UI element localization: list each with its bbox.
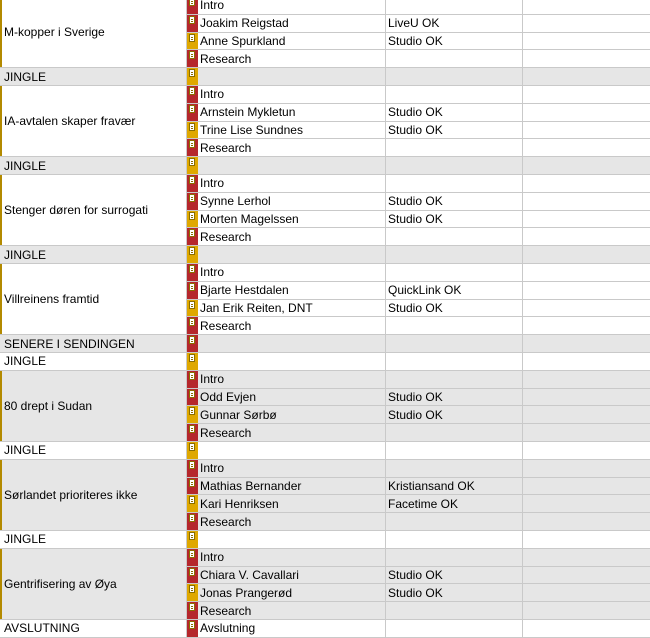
item-name[interactable]: Mathias Bernander <box>200 478 302 493</box>
document-icon[interactable] <box>189 247 195 255</box>
row-status-cell <box>186 300 198 317</box>
story-title-text: Villreinens framtid <box>4 292 100 307</box>
row-status-cell <box>186 157 198 174</box>
item-extra <box>523 15 650 32</box>
item-status <box>386 353 522 370</box>
document-icon[interactable] <box>189 496 195 504</box>
story-title[interactable] <box>0 0 186 68</box>
item-status: Studio OK <box>388 33 443 48</box>
status-strip <box>186 460 198 477</box>
row-status-cell <box>186 406 198 423</box>
story-marker <box>0 86 2 156</box>
item-status <box>386 531 522 548</box>
story-title[interactable] <box>0 86 186 157</box>
story-title-text: M-kopper i Sverige <box>4 25 105 40</box>
status-strip <box>186 33 198 50</box>
row-status-cell <box>186 50 198 67</box>
status-strip <box>186 531 198 548</box>
status-strip <box>186 335 198 352</box>
item-status: Kristiansand OK <box>388 478 475 493</box>
row-status-cell <box>186 549 198 566</box>
item-name[interactable]: Intro <box>200 265 225 280</box>
document-icon[interactable] <box>189 318 195 326</box>
status-strip <box>186 0 198 14</box>
status-strip <box>186 157 198 174</box>
row-status-cell <box>186 371 198 388</box>
item-extra <box>523 68 650 85</box>
status-strip <box>186 353 198 370</box>
document-icon[interactable] <box>189 265 195 273</box>
column-divider <box>522 0 523 638</box>
story-title[interactable] <box>0 460 186 531</box>
column-divider <box>186 0 187 638</box>
status-strip <box>186 371 198 388</box>
item-name[interactable]: Intro <box>200 372 225 387</box>
story-marker <box>0 0 2 67</box>
status-strip <box>186 193 198 210</box>
item-name[interactable]: Anne Spurkland <box>200 33 286 48</box>
story-title[interactable]: JINGLE <box>4 69 47 84</box>
item-status: Studio OK <box>388 567 443 582</box>
story-marker <box>0 371 2 441</box>
item-extra <box>523 0 650 14</box>
row-status-cell <box>186 317 198 334</box>
item-status: Studio OK <box>388 105 443 120</box>
item-status <box>386 549 522 566</box>
item-name[interactable]: Jonas Prangerød <box>200 585 293 600</box>
item-status <box>386 620 522 637</box>
document-icon[interactable] <box>189 51 195 59</box>
document-icon[interactable] <box>189 603 195 611</box>
document-icon[interactable] <box>189 158 195 166</box>
row-status-cell <box>186 33 198 50</box>
item-name[interactable]: Morten Magelssen <box>200 211 299 226</box>
item-name[interactable] <box>198 335 385 352</box>
document-icon[interactable] <box>189 229 195 237</box>
item-name[interactable]: Odd Evjen <box>200 389 257 404</box>
item-extra <box>523 211 650 228</box>
status-strip <box>186 495 198 512</box>
item-extra <box>523 86 650 103</box>
item-status <box>386 50 522 67</box>
row-status-cell <box>186 86 198 103</box>
item-name[interactable] <box>198 442 385 459</box>
item-extra <box>523 157 650 174</box>
story-title[interactable]: JINGLE <box>4 532 47 547</box>
row-status-cell <box>186 335 198 352</box>
item-status <box>386 335 522 352</box>
story-title[interactable]: JINGLE <box>4 158 47 173</box>
document-icon[interactable] <box>189 301 195 309</box>
item-name[interactable]: Joakim Reigstad <box>200 16 289 31</box>
status-strip <box>186 86 198 103</box>
item-extra <box>523 139 650 156</box>
item-name[interactable]: Intro <box>200 0 225 13</box>
item-name[interactable]: Arnstein Mykletun <box>200 105 296 120</box>
rundown-row[interactable] <box>0 68 650 86</box>
status-strip <box>186 478 198 495</box>
item-name[interactable]: Research <box>200 514 252 529</box>
item-status: Studio OK <box>388 211 443 226</box>
rundown-row[interactable] <box>0 157 650 175</box>
row-status-cell <box>186 424 198 441</box>
item-extra <box>523 317 650 334</box>
item-extra <box>523 246 650 263</box>
document-icon[interactable] <box>189 105 195 113</box>
item-name[interactable]: Jan Erik Reiten, DNT <box>200 300 313 315</box>
item-extra <box>523 406 650 423</box>
item-status: LiveU OK <box>388 16 440 31</box>
row-status-cell <box>186 353 198 370</box>
item-extra <box>523 50 650 67</box>
rundown-row[interactable] <box>0 442 650 460</box>
item-name[interactable]: Gunnar Sørbø <box>200 407 277 422</box>
document-icon[interactable] <box>189 34 195 42</box>
status-strip <box>186 50 198 67</box>
item-extra <box>523 122 650 139</box>
item-status <box>386 68 522 85</box>
item-status <box>386 228 522 245</box>
rundown-row[interactable] <box>0 246 650 264</box>
item-extra <box>523 602 650 619</box>
status-strip <box>186 104 198 121</box>
item-name[interactable]: Synne Lerhol <box>200 194 271 209</box>
story-title-text: IA-avtalen skaper fravær <box>4 114 136 129</box>
item-status: Studio OK <box>388 585 443 600</box>
status-strip <box>186 424 198 441</box>
item-status <box>386 442 522 459</box>
row-status-cell <box>186 478 198 495</box>
document-icon[interactable] <box>189 123 195 131</box>
item-status <box>386 371 522 388</box>
item-extra <box>523 353 650 370</box>
row-status-cell <box>186 460 198 477</box>
status-strip <box>186 513 198 530</box>
story-marker <box>0 460 2 530</box>
item-status <box>386 317 522 334</box>
item-extra <box>523 495 650 512</box>
story-title[interactable]: AVSLUTNING <box>4 621 80 636</box>
row-status-cell <box>186 567 198 584</box>
status-strip <box>186 175 198 192</box>
document-icon[interactable] <box>189 0 195 6</box>
item-extra <box>523 513 650 530</box>
item-name[interactable]: Bjarte Hestdalen <box>200 283 289 298</box>
item-status: QuickLink OK <box>388 283 462 298</box>
item-name[interactable] <box>198 531 385 548</box>
item-status <box>386 86 522 103</box>
rundown-row[interactable] <box>0 531 650 549</box>
item-extra <box>523 193 650 210</box>
item-extra <box>523 175 650 192</box>
row-status-cell <box>186 282 198 299</box>
document-icon[interactable] <box>189 69 195 77</box>
item-name[interactable]: Intro <box>200 176 225 191</box>
document-icon[interactable] <box>189 532 195 540</box>
document-icon[interactable] <box>189 212 195 220</box>
story-marker <box>0 549 2 619</box>
item-extra <box>523 371 650 388</box>
document-icon[interactable] <box>189 140 195 148</box>
document-icon[interactable] <box>189 87 195 95</box>
row-status-cell <box>186 193 198 210</box>
status-strip <box>186 406 198 423</box>
story-title-text: Gentrifisering av Øya <box>4 576 117 591</box>
row-status-cell <box>186 15 198 32</box>
status-strip <box>186 264 198 281</box>
item-status <box>386 513 522 530</box>
story-title[interactable] <box>0 264 186 335</box>
status-strip <box>186 139 198 156</box>
document-icon[interactable] <box>189 585 195 593</box>
status-strip <box>186 567 198 584</box>
row-status-cell <box>186 495 198 512</box>
item-name[interactable]: Intro <box>200 87 225 102</box>
item-name[interactable]: Research <box>200 229 252 244</box>
status-strip <box>186 442 198 459</box>
row-status-cell <box>186 139 198 156</box>
item-name[interactable]: Chiara V. Cavallari <box>200 567 299 582</box>
item-status: Studio OK <box>388 300 443 315</box>
story-title[interactable] <box>0 175 186 246</box>
story-title-text: Stenger døren for surrogati <box>4 203 149 218</box>
rundown-row[interactable] <box>0 353 650 371</box>
item-status <box>386 175 522 192</box>
row-status-cell <box>186 246 198 263</box>
story-title[interactable]: JINGLE <box>4 354 47 369</box>
item-status: Studio OK <box>388 407 443 422</box>
story-title[interactable] <box>0 371 186 442</box>
status-strip <box>186 549 198 566</box>
item-name[interactable]: Research <box>200 425 252 440</box>
item-status: Facetime OK <box>388 496 459 511</box>
item-extra <box>523 620 650 637</box>
story-title-text: 80 drept i Sudan <box>4 398 93 413</box>
row-status-cell <box>186 513 198 530</box>
document-icon[interactable] <box>189 176 195 184</box>
item-extra <box>523 335 650 352</box>
item-extra <box>523 104 650 121</box>
row-status-cell <box>186 602 198 619</box>
document-icon[interactable] <box>189 194 195 202</box>
item-extra <box>523 424 650 441</box>
row-status-cell <box>186 389 198 406</box>
item-status: Studio OK <box>388 194 443 209</box>
document-icon[interactable] <box>189 443 195 451</box>
story-title[interactable]: JINGLE <box>4 247 47 262</box>
item-extra <box>523 549 650 566</box>
row-status-cell <box>186 584 198 601</box>
story-marker <box>0 264 2 334</box>
item-status <box>386 0 522 14</box>
row-status-cell <box>186 175 198 192</box>
item-name[interactable]: Intro <box>200 461 225 476</box>
document-icon[interactable] <box>189 354 195 362</box>
row-status-cell <box>186 531 198 548</box>
item-extra <box>523 442 650 459</box>
row-status-cell <box>186 211 198 228</box>
item-extra <box>523 567 650 584</box>
item-extra <box>523 300 650 317</box>
status-strip <box>186 15 198 32</box>
status-strip <box>186 584 198 601</box>
document-icon[interactable] <box>189 550 195 558</box>
story-title-text: Sørlandet prioriteres ikke <box>4 487 138 502</box>
item-name[interactable]: Intro <box>200 550 225 565</box>
item-name[interactable] <box>198 246 385 263</box>
document-icon[interactable] <box>189 514 195 522</box>
item-name[interactable] <box>198 353 385 370</box>
item-status <box>386 424 522 441</box>
row-status-cell <box>186 68 198 85</box>
item-name[interactable] <box>198 157 385 174</box>
document-icon[interactable] <box>189 621 195 629</box>
status-strip <box>186 68 198 85</box>
item-name[interactable]: Trine Lise Sundnes <box>200 122 303 137</box>
item-extra <box>523 531 650 548</box>
item-extra <box>523 33 650 50</box>
item-extra <box>523 389 650 406</box>
status-strip <box>186 317 198 334</box>
item-name[interactable]: Kari Henriksen <box>200 496 279 511</box>
story-title[interactable]: JINGLE <box>4 443 47 458</box>
item-status <box>386 602 522 619</box>
status-strip <box>186 602 198 619</box>
document-icon[interactable] <box>189 568 195 576</box>
item-name[interactable]: Research <box>200 140 252 155</box>
document-icon[interactable] <box>189 425 195 433</box>
status-strip <box>186 620 198 637</box>
item-extra <box>523 228 650 245</box>
column-divider <box>385 0 386 638</box>
item-status <box>386 264 522 281</box>
document-icon[interactable] <box>189 390 195 398</box>
document-icon[interactable] <box>189 479 195 487</box>
item-extra <box>523 478 650 495</box>
status-strip <box>186 211 198 228</box>
story-marker <box>0 175 2 245</box>
status-strip <box>186 282 198 299</box>
document-icon[interactable] <box>189 461 195 469</box>
item-status <box>386 139 522 156</box>
document-icon[interactable] <box>189 16 195 24</box>
status-strip <box>186 389 198 406</box>
item-extra <box>523 264 650 281</box>
row-status-cell <box>186 104 198 121</box>
document-icon[interactable] <box>189 372 195 380</box>
row-status-cell <box>186 122 198 139</box>
item-name[interactable]: Research <box>200 51 252 66</box>
item-extra <box>523 282 650 299</box>
row-status-cell <box>186 620 198 637</box>
row-status-cell <box>186 0 198 14</box>
item-status <box>386 460 522 477</box>
story-title[interactable]: SENERE I SENDINGEN <box>4 336 135 351</box>
document-icon[interactable] <box>189 407 195 415</box>
item-status: Studio OK <box>388 122 443 137</box>
story-title[interactable] <box>0 549 186 620</box>
row-status-cell <box>186 264 198 281</box>
document-icon[interactable] <box>189 336 195 344</box>
rundown-row[interactable] <box>0 335 650 353</box>
item-name[interactable]: Avslutning <box>200 621 256 636</box>
item-extra <box>523 460 650 477</box>
row-status-cell <box>186 228 198 245</box>
status-strip <box>186 246 198 263</box>
row-status-cell <box>186 442 198 459</box>
status-strip <box>186 228 198 245</box>
item-status <box>386 246 522 263</box>
rundown-row[interactable] <box>0 620 650 638</box>
item-status <box>386 157 522 174</box>
document-icon[interactable] <box>189 283 195 291</box>
item-status: Studio OK <box>388 389 443 404</box>
status-strip <box>186 300 198 317</box>
item-name[interactable]: Research <box>200 318 252 333</box>
item-name[interactable]: Research <box>200 603 252 618</box>
item-extra <box>523 584 650 601</box>
status-strip <box>186 122 198 139</box>
item-name[interactable] <box>198 68 385 85</box>
